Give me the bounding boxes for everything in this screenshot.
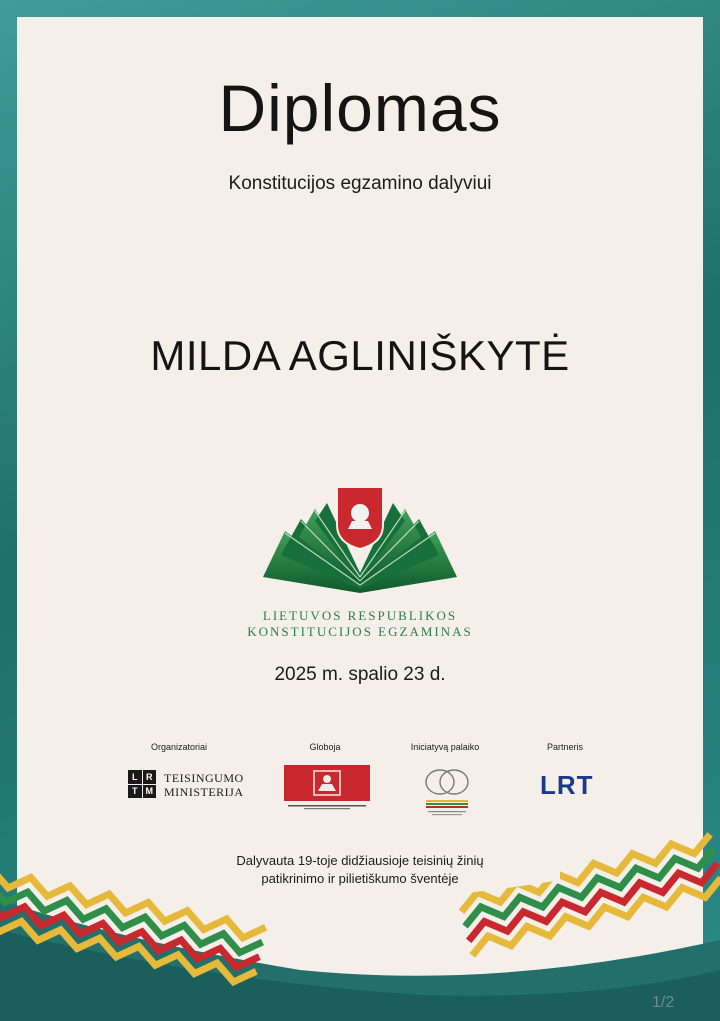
rings-logo-icon [416, 764, 478, 820]
certificate-subtitle: Konstitucijos egzamino dalyviui [228, 173, 492, 194]
coat-of-arms-icon [337, 487, 383, 549]
ministry-logo [128, 770, 248, 802]
patronage-label: Globoja [309, 742, 341, 752]
logo-line-1: LIETUVOS RESPUBLIKOS [262, 608, 458, 623]
presidency-logo [284, 765, 370, 801]
ministry-mark-icon: L R T M [128, 770, 156, 798]
certificate-title: Diplomas [218, 71, 502, 145]
organizers-label: Organizatoriai [150, 742, 208, 752]
page-indicator: 1/2 [652, 994, 675, 1011]
vytis-icon [284, 765, 370, 801]
presidency-caption [280, 804, 374, 811]
participation-note [0, 852, 720, 888]
supported-label: Iniciatyvą palaiko [410, 742, 480, 752]
recipient-name: MILDA AGLINIŠKYTĖ [150, 332, 570, 379]
participation-line-2: patikrinimo ir pilietiškumo šventėje [261, 871, 459, 886]
ministry-name-line-2: MINISTERIJA [164, 785, 244, 799]
folk-pattern-decoration [0, 820, 720, 1021]
ministry-name-line-1: TEISINGUMO [164, 771, 244, 785]
logo-line-2: KONSTITUCIJOS EGZAMINAS [247, 624, 473, 639]
partner-label: Partneris [546, 742, 583, 752]
book-emblem-icon [255, 485, 465, 595]
participation-line-1: Dalyvauta 19-toje didžiausioje teisinių žinių [236, 853, 484, 868]
certificate-date: 2025 m. spalio 23 d. [274, 664, 446, 685]
lrt-logo: LRT [540, 770, 594, 800]
